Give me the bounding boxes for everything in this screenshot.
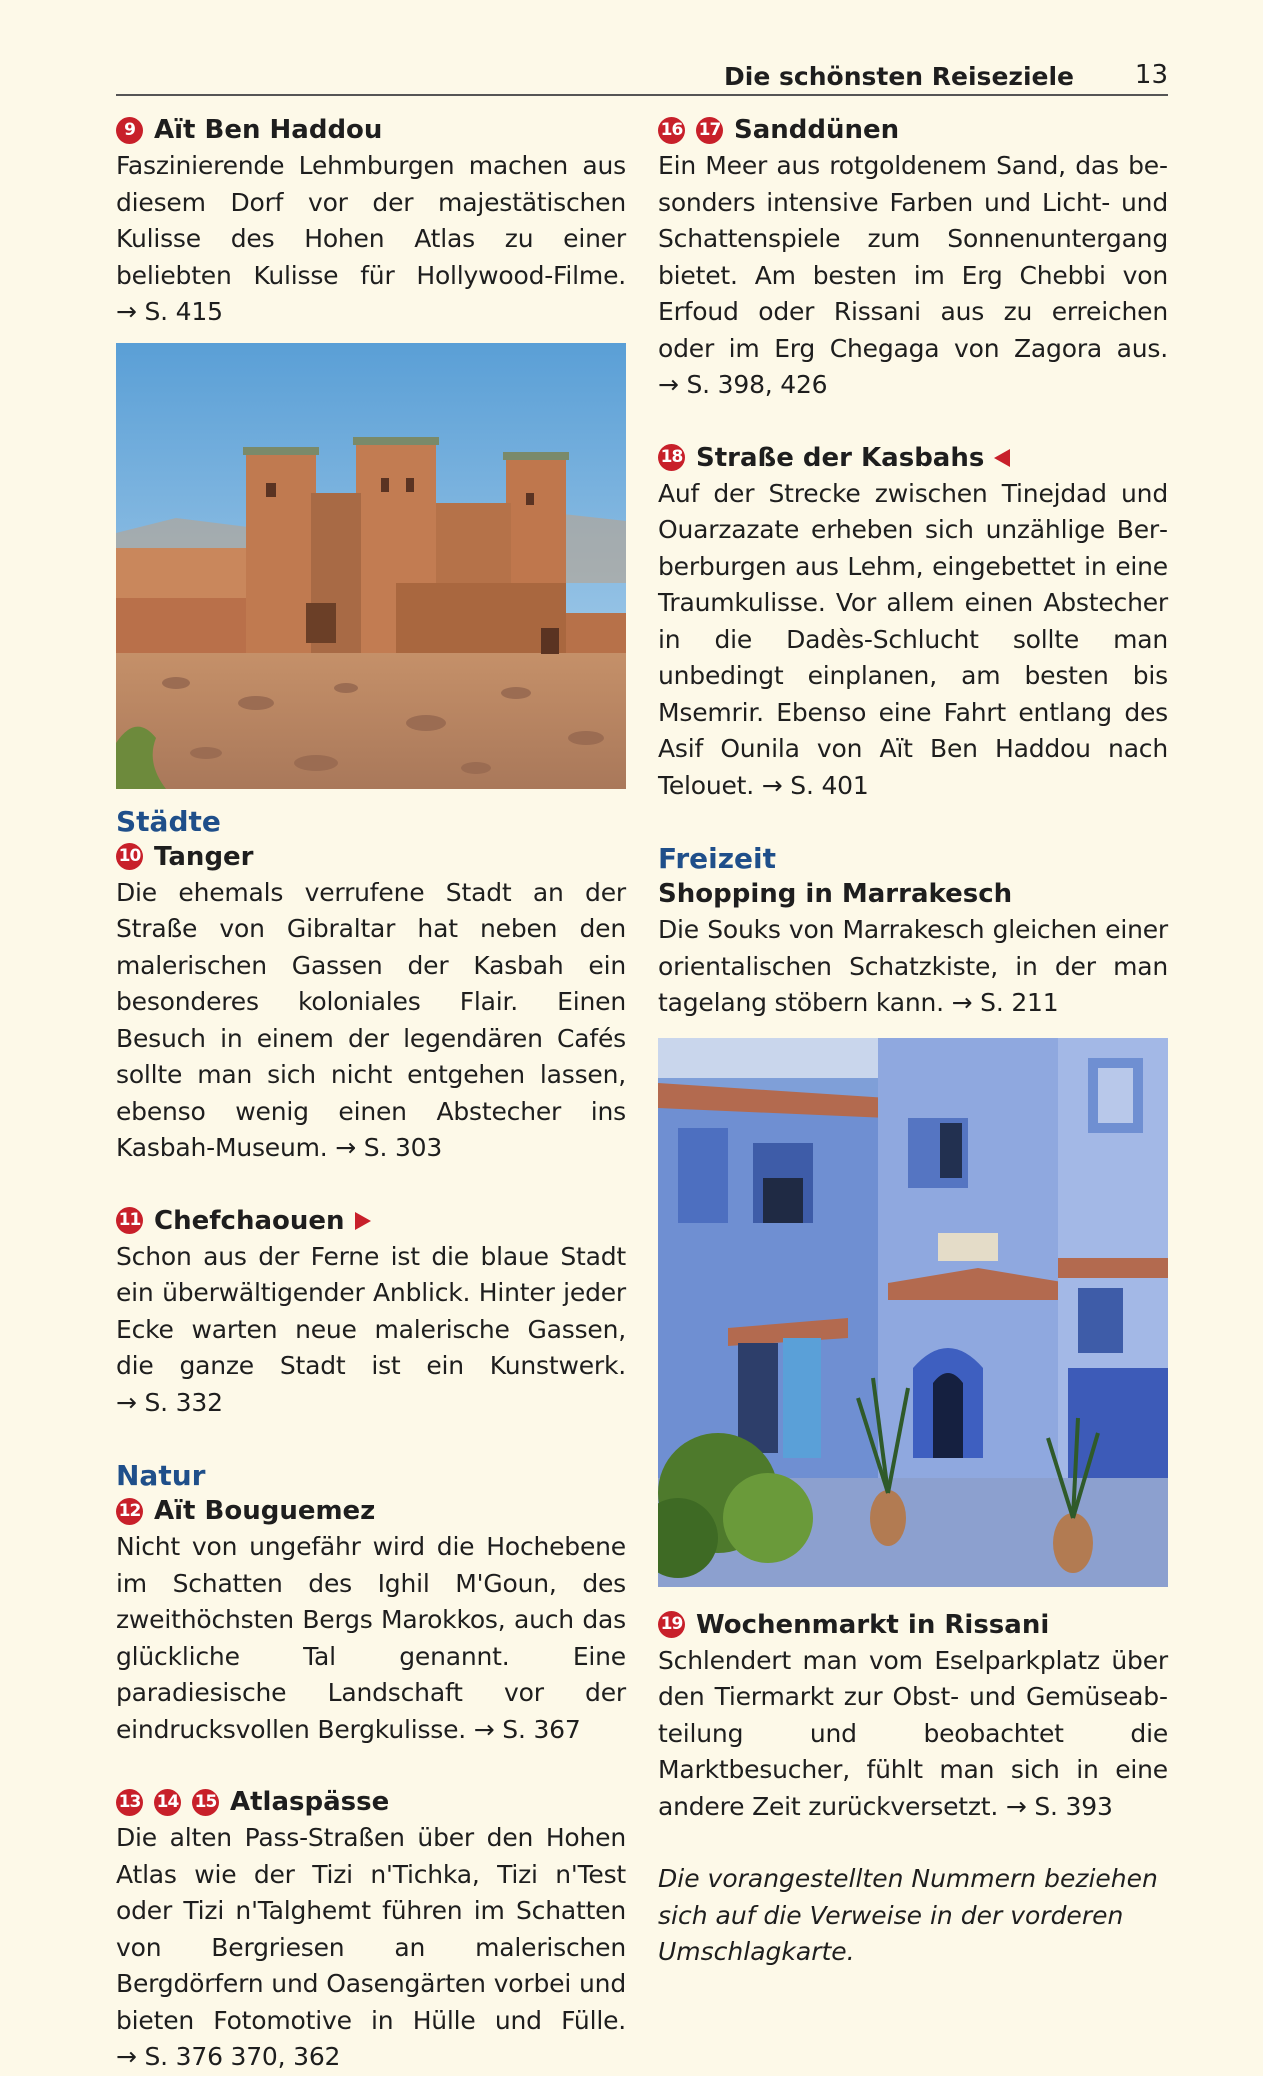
left-column — [116, 112, 626, 2076]
section-heading-cities: Städte — [116, 804, 221, 838]
entry-title-text: Tanger — [154, 841, 254, 872]
entry-title-text: Atlaspässe — [230, 1787, 390, 1817]
entry-text-body: Die Souks von Marrakesch gleichen einer orientalischen Schatzkiste, in der man tagelang stöbern kann. — [658, 915, 1168, 1017]
entry-title-text: Aït Ben Haddou — [154, 115, 383, 145]
blue-alley-photo — [658, 1038, 1168, 1587]
number-badge: 11 — [116, 1207, 143, 1234]
number-badge: 17 — [696, 117, 723, 144]
number-badge: 13 — [116, 1789, 143, 1816]
entry-atlaspaesse — [116, 1784, 626, 2076]
entry-text — [116, 1239, 626, 1422]
entry-title — [658, 1607, 1168, 1643]
page-reference: → S. 367 — [473, 1714, 581, 1744]
entry-text-body: Schon aus der Ferne ist die blaue Stadt ein überwältigender Anblick. Hinter jeder Ecke warten neue malerische Gassen, die ganze Stadt ist ein Kunstwerk. — [116, 1241, 626, 1380]
entry-title — [116, 112, 626, 148]
entry-title-text: Straße der Kasbahs — [696, 442, 985, 473]
entry-title — [116, 839, 626, 875]
entry-title-text: Shopping in Marrakesch — [658, 879, 1013, 909]
entry-sandduenen — [658, 112, 1168, 404]
kasbah-photo — [116, 343, 626, 789]
entry-title-text: Aït Bouguemez — [154, 1496, 376, 1526]
page-reference: → S. 303 — [335, 1133, 443, 1162]
number-badge: 18 — [658, 444, 685, 471]
page-reference: → S. 332 — [116, 1387, 223, 1417]
entry-text-body: Die alten Pass-Straßen über den Hohen Atlas wie der Tizi n'Tichka, Tizi n'Test oder Tizi n'Talghemt führen im Schatten von Bergriesen an malerischen Bergdörfern und Oasengärten vorbei und bieten Fotomotive in Hülle und Fülle. — [116, 1823, 626, 2035]
entry-text-body: Die ehemals verrufene Stadt an der Straße von Gibraltar hat neben den malerischen Gassen der Kasbah ein besonderes koloniales Flair. Einen Besuch in einem der legendären Cafés sollte man sich nicht entgehen lassen, ebenso wenig einen Abstecher ins Kasbah-Museum. — [116, 877, 626, 1162]
triangle-left-icon — [994, 449, 1010, 467]
footnote: Die vorangestellten Nummern beziehen sich auf die Verweise in der vorderen Umschlagkarte. — [658, 1864, 1158, 1966]
entry-ait-ben-haddou — [116, 112, 626, 331]
entry-title-text: Wochenmarkt in Rissani — [696, 1609, 1050, 1640]
entry-text — [116, 1820, 626, 2076]
entry-text — [658, 148, 1168, 404]
entry-title — [658, 876, 1168, 912]
page-reference: → S. 393 — [1005, 1791, 1113, 1821]
page-reference: → S. 376 370, 362 — [116, 2042, 341, 2071]
header-title: Die schönsten Reiseziele — [724, 62, 1074, 91]
entry-text — [116, 1529, 626, 1748]
number-badge: 15 — [192, 1789, 219, 1816]
entry-text-body: Ein Meer aus rotgoldenem Sand, das besonders intensive Farben und Licht- und Schattenspiele zum Sonnenuntergang bietet. Am besten im Erg Chebbi von Erfoud oder Rissani aus zu erreichen oder im Erg Chegaga von Zagora aus. — [658, 151, 1168, 363]
entry-text-body: Schlendert man vom Eselparkplatz über den Tiermarkt zur Obst- und Gemüseabteilung und beobachtet die Marktbesucher, fühlt man sich in eine andere Zeit zurückversetzt. — [658, 1645, 1168, 1821]
number-badge: 12 — [116, 1498, 143, 1525]
entry-text — [658, 476, 1168, 805]
number-badge: 9 — [116, 117, 143, 144]
page-reference: → S. 415 — [116, 297, 223, 326]
entry-text — [116, 148, 626, 331]
entry-title — [116, 1784, 626, 1820]
entry-text — [658, 912, 1168, 1022]
number-badge: 16 — [658, 117, 685, 144]
entry-shopping-marrakesch — [658, 876, 1168, 1022]
entry-text-body: Faszinierende Lehmburgen machen aus diesem Dorf vor der majestätischen Kulisse des Hohen Atlas zu einer beliebten Kulisse für Hollywood-Filme. — [116, 151, 626, 290]
entry-strasse-der-kasbahs — [658, 440, 1168, 805]
triangle-right-icon — [355, 1212, 371, 1230]
entry-title — [116, 1493, 626, 1529]
entry-ait-bouguemez — [116, 1493, 626, 1748]
entry-tanger — [116, 839, 626, 1167]
number-badge: 14 — [154, 1789, 181, 1816]
page-reference: → S. 211 — [951, 988, 1059, 1017]
entry-title-text: Sanddünen — [734, 115, 900, 145]
entry-title — [658, 112, 1168, 148]
page-number: 13 — [1134, 60, 1168, 90]
page-reference: → S. 401 — [761, 770, 869, 800]
section-heading-leisure: Freizeit — [658, 842, 777, 875]
page-reference: → S. 398, 426 — [658, 370, 828, 399]
right-column — [658, 112, 1168, 1971]
entry-text — [658, 1643, 1168, 1826]
entry-chefchaouen — [116, 1203, 626, 1422]
entry-title — [658, 440, 1168, 476]
running-header — [116, 58, 1168, 96]
number-badge: 10 — [116, 843, 143, 870]
section-heading-nature: Natur — [116, 1459, 206, 1492]
entry-title — [116, 1203, 626, 1239]
entry-title-text: Chefchaouen — [154, 1205, 345, 1236]
entry-wochenmarkt-rissani — [658, 1607, 1168, 1826]
entry-text — [116, 875, 626, 1167]
entry-text-body: Auf der Strecke zwischen Tinejdad und Ouarzazate erheben sich unzählige Berberburgen aus Lehm, eingebettet in eine Traumkulisse. Vor allem einen Abstecher in die Dadès-Schlucht sollte man unbedingt einplanen, am besten bis Msemrir. Ebenso eine Fahrt entlang des Asif Ounila von Aït Ben Haddou nach Telouet. — [658, 478, 1168, 800]
number-badge: 19 — [658, 1611, 685, 1638]
entry-text-body: Nicht von ungefähr wird die Hochebene im Schatten des Ighil M'Goun, des zweithöchsten Bergs Marokkos, auch das glückliche Tal genannt. Eine paradiesische Landschaft vor der eindrucksvollen Bergkulisse. — [116, 1532, 626, 1744]
